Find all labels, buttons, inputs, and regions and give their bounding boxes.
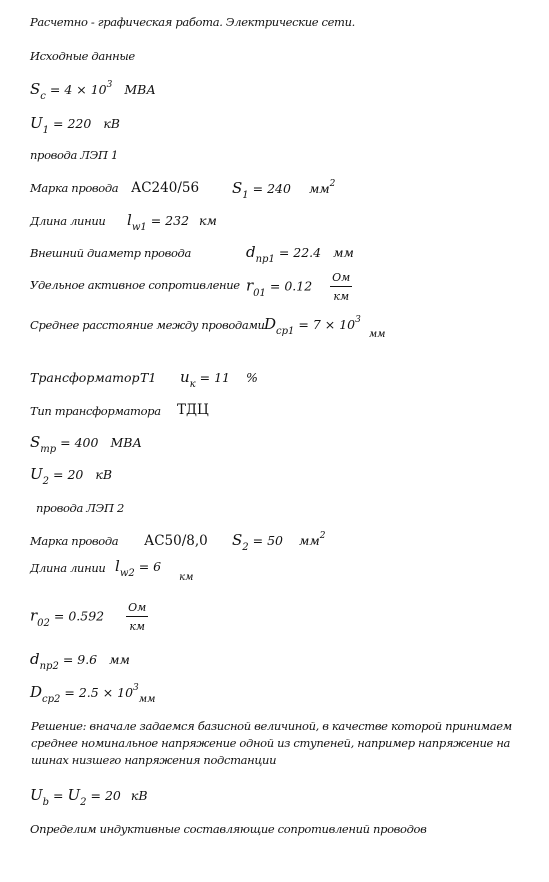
line1-resistance-label: Удельное активное сопротивление	[30, 278, 240, 292]
formula-s2: $S_2 = 50$ $мм^2$	[232, 531, 326, 553]
formula-r02: $r_{02} = 0.592$ $\frac{Ом}{км}$	[30, 601, 147, 633]
line1-heading: провода ЛЭП 1	[30, 148, 118, 162]
initial-data-heading: Исходные данные	[30, 49, 135, 63]
unit-fraction: $\frac{Ом}{км}$	[128, 601, 147, 633]
formula-u2: $U_2 = 20$ кВ	[30, 465, 113, 487]
formula-dcp2: $D_{ср2} = 2.5 \times 10^3_{мм}$	[30, 683, 156, 705]
formula-lw1: $l_{w1} = 232$ км	[127, 211, 217, 233]
final-text: Определим индуктивные составляющие сопротивлений проводов	[30, 822, 427, 836]
transformer-type-label: Тип трансформатора	[30, 404, 161, 418]
line2-brand-label: Марка провода	[30, 534, 119, 548]
line1-brand-value: АС240/56	[131, 180, 200, 196]
formula-dpr1: $d_{пр1} = 22.4$ мм	[246, 243, 354, 265]
line2-brand-value: АС50/8,0	[144, 533, 208, 549]
formula-uk: $u_к = 11$ %	[180, 368, 258, 390]
line1-length-label: Длина линии	[30, 214, 106, 228]
solution-paragraph: Решение: вначале задаемся базисной величиной, в качестве которой принимаем среднее номинальное напряжение одной из ступеней, например напряжение на шинах низшего напряжения подстанции	[31, 719, 512, 767]
formula-ub: $U_b = U_2 = 20$ кВ	[30, 786, 148, 808]
formula-u1: $U_1 = 220$ кВ	[30, 114, 120, 136]
line1-diameter-label: Внешний диаметр провода	[30, 246, 191, 260]
line1-brand-label: Марка провода	[30, 181, 119, 195]
transformer-label: Трансформатор	[30, 370, 140, 385]
formula-lw2: $l_{w2} = 6$ $_{км}$	[115, 557, 194, 583]
formula-dcp1: $D_{ср1} = 7 \times 10^3$ $_{мм}$	[264, 315, 386, 340]
line2-length-label: Длина линии	[30, 561, 106, 575]
transformer-name: T1	[140, 370, 157, 385]
line1-distance-label: Среднее расстояние между проводами	[30, 318, 265, 332]
unit-fraction: $\frac{Ом}{км}$	[332, 271, 351, 303]
title: Расчетно - графическая работа. Электрические сети.	[30, 15, 355, 29]
line2-heading: провода ЛЭП 2	[36, 501, 124, 515]
formula-r01: $r_{01} = 0.12$ $\frac{Ом}{км}$	[246, 271, 351, 303]
formula-str: $S_{тр} = 400$ МВА	[30, 433, 142, 455]
formula-dpr2: $d_{пр2} = 9.6$ мм	[30, 650, 130, 672]
formula-sc: $S_c = 4 \times 10^3$ МВА	[30, 80, 156, 102]
transformer-type-value: ТДЦ	[177, 402, 209, 418]
formula-s1: $S_1 = 240$ $мм^2$	[232, 179, 336, 201]
